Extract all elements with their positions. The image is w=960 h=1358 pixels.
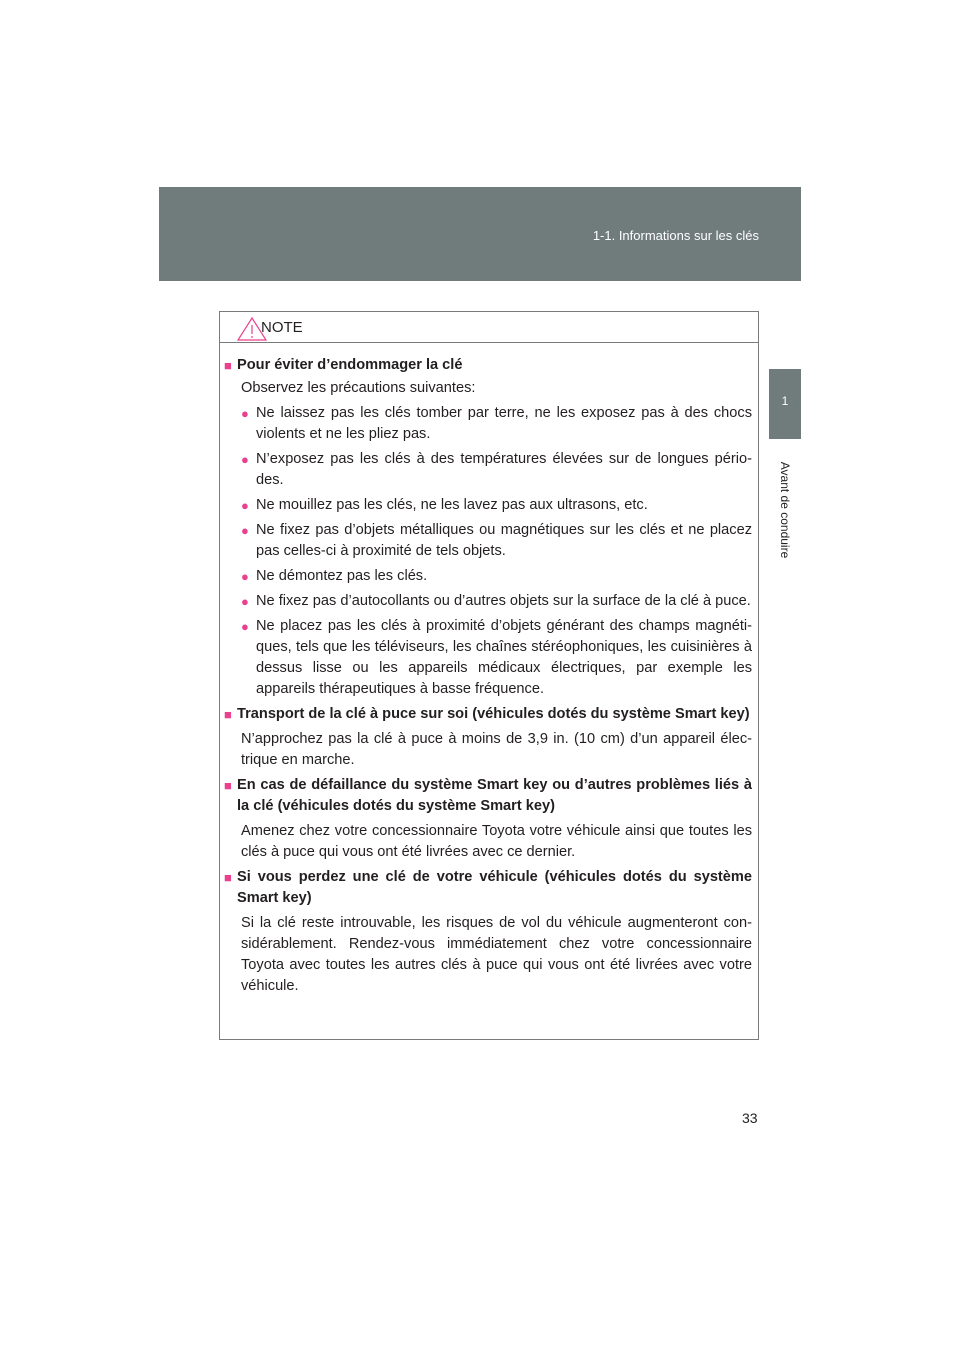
- page-number: 33: [742, 1110, 758, 1126]
- list-item: [241, 495, 752, 516]
- list-item-text: Ne fixez pas d’objets métalliques ou magnétiques sur les clés et ne placez pas celles-ci à proximité de tels objets.: [256, 522, 752, 559]
- section-title-text: Transport de la clé à puce sur soi (véhicules dotés du système Smart key): [237, 706, 750, 722]
- section-title-text: Pour éviter d’endommager la clé: [237, 357, 463, 373]
- square-bullet-icon: ■: [224, 778, 232, 793]
- section-title: 1-1. Informations sur les clés: [592, 228, 759, 243]
- list-item-text: Ne fixez pas d’autocollants ou d’autres objets sur la surface de la clé à puce.: [256, 593, 751, 609]
- list-item: [241, 566, 752, 587]
- circle-bullet-icon: ●: [241, 594, 249, 609]
- header-band: [159, 187, 801, 281]
- section-title-text: En cas de défaillance du système Smart key ou d’autres problèmes liés à la clé (véhicules dotés du système Smart key): [237, 777, 752, 814]
- square-bullet-icon: ■: [224, 870, 232, 885]
- list-item-text: Ne laissez pas les clés tomber par terre, ne les exposez pas à des chocs violents et ne les pliez pas.: [256, 405, 752, 442]
- note-box: [219, 311, 759, 1040]
- note-body: [220, 343, 758, 997]
- chapter-tab: 1: [769, 369, 801, 439]
- circle-bullet-icon: ●: [241, 406, 249, 421]
- list-item-text: Ne placez pas les clés à proximité d’objets générant des champs magnéti- ques, tels que les téléviseurs, les chaînes stéréophoniques, les cuisinières à dessus lisse ou les appareils médicaux électriques, par exemple les appareils thérapeutiques à basse fréquence.: [256, 618, 752, 697]
- section-heading: [224, 355, 752, 376]
- section-heading: [224, 704, 752, 725]
- note-label: NOTE: [261, 319, 303, 336]
- square-bullet-icon: ■: [224, 707, 232, 722]
- section-text: Si la clé reste introuvable, les risques de vol du véhicule augmenteront con- sidérablement. Rendez-vous immédiatement chez votre concessionnaire Toyota avec toutes les autres clés à puce qui vous ont été livrées avec votre véhicule.: [241, 915, 752, 994]
- section-text: Amenez chez votre concessionnaire Toyota votre véhicule ainsi que toutes les clés à puce qui vous ont été livrées avec ce dernier.: [241, 823, 752, 860]
- section-heading: [224, 867, 752, 909]
- section-title-text: Si vous perdez une clé de votre véhicule (véhicules dotés du système Smart key): [237, 869, 752, 906]
- list-item-text: N’exposez pas les clés à des températures élevées sur de longues pério- des.: [256, 451, 752, 488]
- list-item: [241, 520, 752, 562]
- circle-bullet-icon: ●: [241, 569, 249, 584]
- section-text: N’approchez pas la clé à puce à moins de 3,9 in. (10 cm) d’un appareil élec- trique en marche.: [241, 731, 752, 768]
- note-header: [220, 312, 758, 343]
- list-item: [241, 616, 752, 700]
- list-item: [241, 449, 752, 491]
- list-item: [241, 591, 752, 612]
- section-intro: Observez les précautions suivantes:: [241, 380, 476, 396]
- chapter-label: Avant de conduire: [778, 461, 792, 559]
- section-heading: [224, 775, 752, 817]
- list-item-text: Ne mouillez pas les clés, ne les lavez pas aux ultrasons, etc.: [256, 497, 648, 513]
- circle-bullet-icon: ●: [241, 523, 249, 538]
- square-bullet-icon: ■: [224, 358, 232, 373]
- list-item-text: Ne démontez pas les clés.: [256, 568, 428, 584]
- circle-bullet-icon: ●: [241, 452, 249, 467]
- circle-bullet-icon: ●: [241, 498, 249, 513]
- list-item: [241, 403, 752, 445]
- circle-bullet-icon: ●: [241, 619, 249, 634]
